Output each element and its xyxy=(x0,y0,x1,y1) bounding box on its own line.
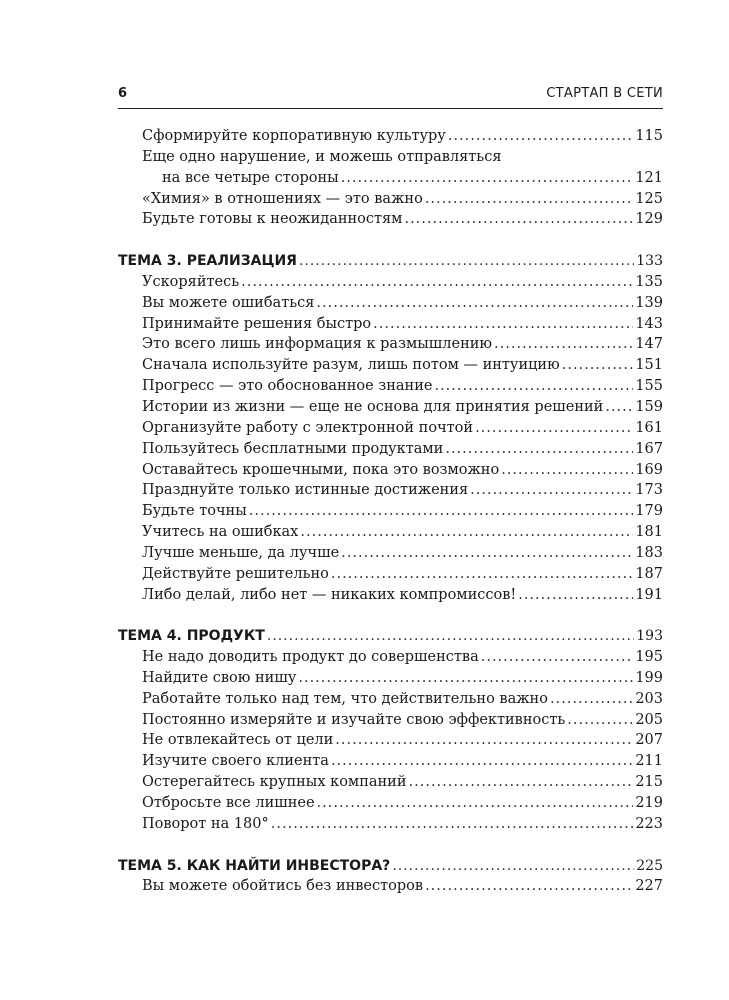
toc-entry xyxy=(118,397,663,418)
toc-entry-title: Работайте только над тем, что действительно важно xyxy=(142,690,548,707)
dot-leader xyxy=(409,772,634,793)
toc-entry-title: Вы можете обойтись без инвесторов xyxy=(142,878,424,895)
toc-entry-page: 211 xyxy=(635,753,663,770)
toc-entry xyxy=(118,793,663,814)
dot-leader xyxy=(481,647,634,668)
toc-entry-title: Действуйте решительно xyxy=(142,565,329,582)
toc-chapter-heading xyxy=(118,856,663,877)
dot-leader xyxy=(567,710,633,731)
toc-entry xyxy=(118,522,663,543)
toc-entry-title: Постоянно измеряйте и изучайте свою эффективность xyxy=(142,711,566,728)
dot-leader xyxy=(241,272,633,293)
dot-leader xyxy=(494,334,633,355)
dot-leader xyxy=(331,751,633,772)
toc-entry xyxy=(118,689,663,710)
toc-entry xyxy=(118,564,663,585)
toc-entry-title: Пользуйтесь бесплатными продуктами xyxy=(142,440,444,457)
toc-entry-title-line1: Еще одно нарушение, и можешь отправляться xyxy=(142,148,502,165)
toc-entry-page: 219 xyxy=(635,795,663,811)
dot-leader xyxy=(425,189,634,210)
toc-entry xyxy=(118,355,663,376)
toc-entry-page: 161 xyxy=(635,419,663,436)
toc-entry-page: 203 xyxy=(635,690,663,707)
toc-entry xyxy=(118,293,663,314)
toc-entry-page: 179 xyxy=(635,503,663,520)
dot-leader xyxy=(475,418,633,439)
toc-entry xyxy=(118,585,663,606)
toc-entry xyxy=(118,189,663,210)
toc-chapter-heading-title: ТЕМА 3. РЕАЛИЗАЦИЯ xyxy=(118,253,297,270)
toc-chapter-heading-title: ТЕМА 4. ПРОДУКТ xyxy=(118,628,265,645)
toc-entry-page: 167 xyxy=(635,440,663,457)
toc-entry-page: 159 xyxy=(635,398,663,415)
toc-entry xyxy=(118,314,663,335)
toc-chapter-heading-page: 225 xyxy=(636,857,663,874)
toc-entry xyxy=(118,876,663,897)
toc-entry-page: 191 xyxy=(635,586,663,603)
toc-entry-page: 155 xyxy=(635,378,663,395)
dot-leader xyxy=(317,793,634,814)
toc-entry-page: 129 xyxy=(635,211,663,228)
toc-entry-page: 115 xyxy=(635,128,663,144)
toc-chapter-heading-title: ТЕМА 5. КАК НАЙТИ ИНВЕСТОРА? xyxy=(118,857,391,874)
toc-entry xyxy=(118,376,663,397)
toc-entry-title: Прогресс — это обоснованное знание xyxy=(142,378,433,395)
page-number: 6 xyxy=(118,86,128,101)
toc-entry xyxy=(118,730,663,751)
toc-entry-page: 207 xyxy=(635,732,663,749)
toc-entry-title: Сначала используйте разум, лишь потом — интуицию xyxy=(142,357,560,374)
toc-entry xyxy=(118,480,663,501)
running-header xyxy=(118,84,663,109)
toc-chapter-3 xyxy=(118,251,663,605)
dot-leader xyxy=(316,293,633,314)
toc-entry-title: Остерегайтесь крупных компаний xyxy=(142,774,407,791)
running-title: СТАРТАП В СЕТИ xyxy=(546,86,663,101)
toc-entry xyxy=(118,126,663,147)
toc-entry-page: 199 xyxy=(635,669,663,686)
toc-entry-title: Не надо доводить продукт до совершенства xyxy=(142,649,479,666)
dot-leader xyxy=(298,668,633,689)
toc-entry-page: 195 xyxy=(635,649,663,666)
dot-leader xyxy=(249,501,634,522)
toc-entry-title: Лучше меньше, да лучше xyxy=(142,544,340,561)
dot-leader xyxy=(392,856,634,877)
dot-leader xyxy=(605,397,633,418)
dot-leader xyxy=(425,876,633,897)
toc-entry xyxy=(118,168,663,189)
toc-entry-title: Оставайтесь крошечными, пока это возможно xyxy=(142,461,500,478)
toc-entry-page: 223 xyxy=(635,815,663,832)
toc-entry-page: 121 xyxy=(635,169,663,186)
dot-leader xyxy=(299,251,634,272)
toc-entry xyxy=(118,751,663,772)
toc-entry-title: Это всего лишь информация к размышлению xyxy=(142,336,493,353)
dot-leader xyxy=(501,460,633,481)
toc-entry xyxy=(118,460,663,481)
section-gap xyxy=(118,835,663,856)
dot-leader xyxy=(335,730,633,751)
toc-entry xyxy=(118,710,663,731)
toc-entry-title: Учитесь на ошибках xyxy=(142,524,299,541)
dot-leader xyxy=(373,314,633,335)
toc-entry-page: 143 xyxy=(635,315,663,332)
toc-entry xyxy=(118,814,663,835)
dot-leader xyxy=(341,543,633,564)
dot-leader xyxy=(445,439,633,460)
toc-entry-title: Истории из жизни — еще не основа для принятия решений xyxy=(142,398,604,415)
toc-entry-page: 205 xyxy=(635,711,663,728)
toc-chapter-5 xyxy=(118,856,663,898)
toc-chapter-heading-page: 133 xyxy=(636,253,663,270)
dot-leader xyxy=(267,626,634,647)
toc-entry-title: Будьте готовы к неожиданностям xyxy=(142,211,403,228)
table-of-contents xyxy=(118,126,663,897)
dot-leader xyxy=(550,689,633,710)
section-gap xyxy=(118,605,663,626)
dot-leader xyxy=(518,585,633,606)
toc-entry-title: Либо делай, либо нет — никаких компромиссов! xyxy=(142,586,517,603)
toc-entry xyxy=(118,772,663,793)
dot-leader xyxy=(448,126,633,147)
toc-entry-title: Поворот на 180° xyxy=(142,815,269,832)
toc-entry-title: Не отвлекайтесь от цели xyxy=(142,732,334,749)
dot-leader xyxy=(434,376,633,397)
toc-entry-page: 125 xyxy=(635,190,663,207)
dot-leader xyxy=(341,168,634,189)
toc-entry-page: 173 xyxy=(635,482,663,499)
toc-entry-title: Будьте точны xyxy=(142,503,247,520)
toc-entry-page: 181 xyxy=(635,524,663,541)
toc-entry-title: Празднуйте только истинные достижения xyxy=(142,482,469,499)
toc-entry-title: Отбросьте все лишнее xyxy=(142,795,315,811)
toc-entry-title: Организуйте работу с электронной почтой xyxy=(142,419,474,436)
toc-entry-title: «Химия» в отношениях — это важно xyxy=(142,190,423,207)
toc-entry xyxy=(118,334,663,355)
toc-entry-page: 187 xyxy=(635,565,663,582)
toc-entry xyxy=(118,668,663,689)
toc-chapter-heading xyxy=(118,626,663,647)
toc-entry-page: 139 xyxy=(635,294,663,311)
dot-leader xyxy=(331,564,633,585)
toc-entry-title: Принимайте решения быстро xyxy=(142,315,372,332)
toc-chapter-4 xyxy=(118,626,663,834)
toc-entry xyxy=(118,543,663,564)
toc-entry-title: Ускоряйтесь xyxy=(142,273,240,290)
toc-entry-page: 151 xyxy=(635,357,663,374)
toc-entry-title: Сформируйте корпоративную культуру xyxy=(142,128,446,144)
toc-entry xyxy=(118,272,663,293)
toc-entry-title-line2: на все четыре стороны xyxy=(162,169,339,186)
toc-entry-page: 147 xyxy=(635,336,663,353)
toc-entry-page: 135 xyxy=(635,273,663,290)
dot-leader xyxy=(562,355,634,376)
toc-entry-title: Найдите свою нишу xyxy=(142,669,297,686)
toc-entry xyxy=(118,209,663,230)
toc-entry xyxy=(118,501,663,522)
toc-entry-page: 215 xyxy=(635,774,663,791)
toc-entry-page: 183 xyxy=(635,544,663,561)
section-gap xyxy=(118,230,663,251)
toc-entry-title: Вы можете ошибаться xyxy=(142,294,315,311)
toc-entry xyxy=(118,418,663,439)
toc-entry-page: 169 xyxy=(635,461,663,478)
dot-leader xyxy=(470,480,633,501)
dot-leader xyxy=(271,814,634,835)
toc-entry-title: Изучите своего клиента xyxy=(142,753,329,770)
dot-leader xyxy=(300,522,633,543)
toc-entry-page: 227 xyxy=(635,878,663,895)
toc-entry xyxy=(118,647,663,668)
toc-chapter-heading-page: 193 xyxy=(636,628,663,645)
toc-entry xyxy=(118,439,663,460)
dot-leader xyxy=(404,209,633,230)
toc-chapter-heading xyxy=(118,251,663,272)
